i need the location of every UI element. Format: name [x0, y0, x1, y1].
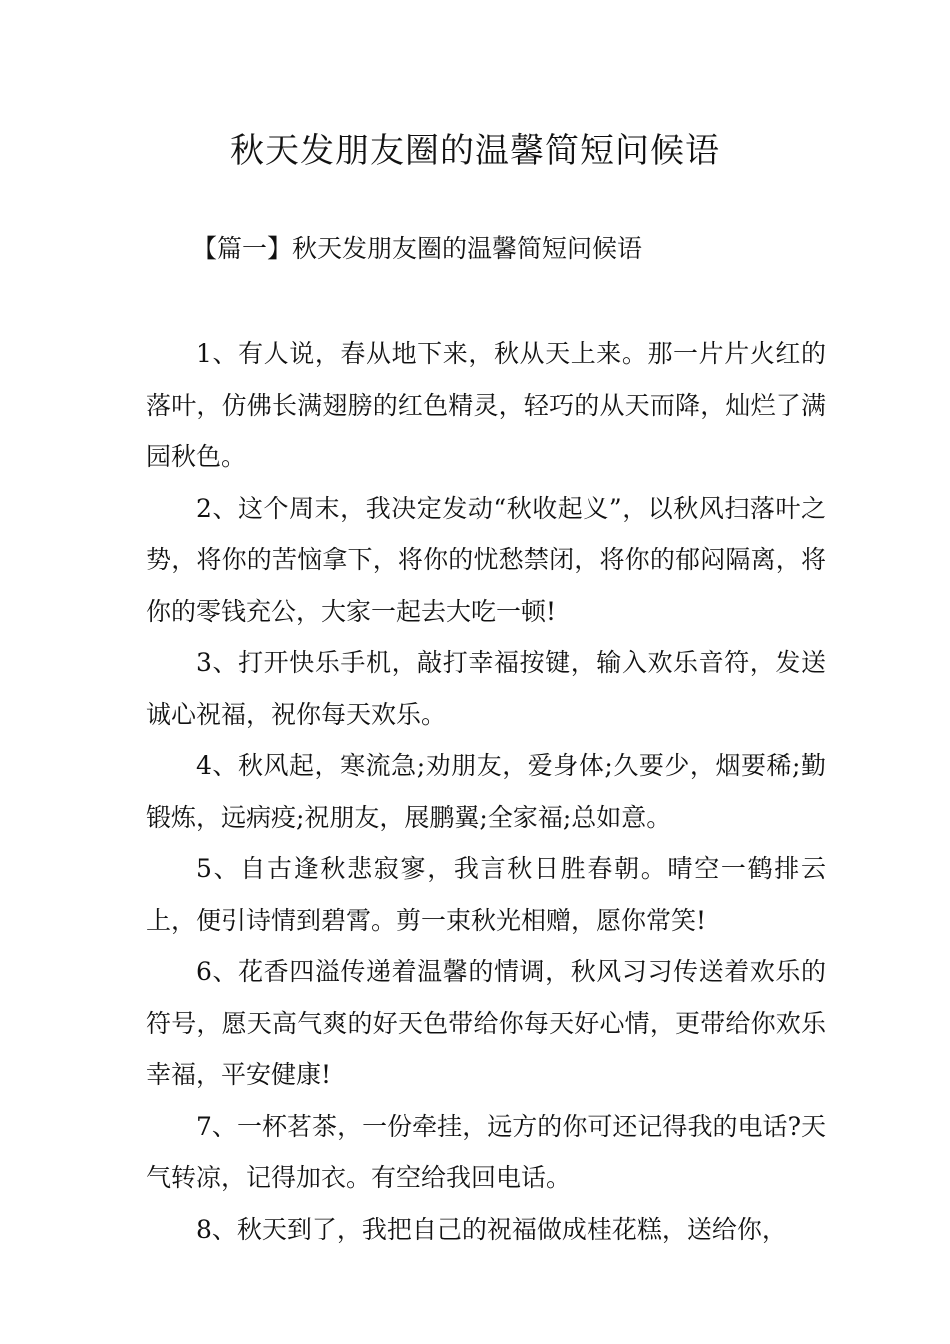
paragraph-8: 8、秋天到了，我把自己的祝福做成桂花糕，送给你， [196, 1214, 787, 1244]
paragraph-4: 4、秋风起，寒流急;劝朋友，爱身体;久要少，烟要稀;勤锻炼，远病疫;祝朋友，展鹏翼;全家福;总如意。 [146, 751, 826, 832]
section-heading: 【篇一】秋天发朋友圈的温馨简短问候语 [192, 234, 643, 263]
paragraph-3: 3、打开快乐手机，敲打幸福按键，输入欢乐音符，发送诚心祝福，祝你每天欢乐。 [146, 648, 826, 729]
paragraph-2: 2、这个周末，我决定发动“秋收起义”，以秋风扫落叶之势，将你的苦恼拿下，将你的忧愁禁闭，将你的郁闷隔离，将你的零钱充公，大家一起去大吃一顿! [146, 493, 826, 626]
paragraph-1: 1、有人说，春从地下来，秋从天上来。那一片片火红的落叶，仿佛长满翅膀的红色精灵，轻巧的从天而降，灿烂了满园秋色。 [146, 339, 826, 471]
paragraph-6: 6、花香四溢传递着温馨的情调，秋风习习传送着欢乐的符号，愿天高气爽的好天色带给你每天好心情，更带给你欢乐幸福，平安健康! [146, 957, 826, 1089]
document-title: 秋天发朋友圈的温馨简短问候语 [230, 131, 720, 171]
document-body [146, 328, 826, 1255]
paragraph-7: 7、一杯茗茶，一份牵挂，远方的你可还记得我的电话?天气转凉，记得加衣。有空给我回电话。 [146, 1111, 826, 1192]
paragraph-5: 5、自古逢秋悲寂寥，我言秋日胜春朝。晴空一鹤排云上，便引诗情到碧霄。剪一束秋光相赠，愿你常笑! [146, 854, 826, 935]
